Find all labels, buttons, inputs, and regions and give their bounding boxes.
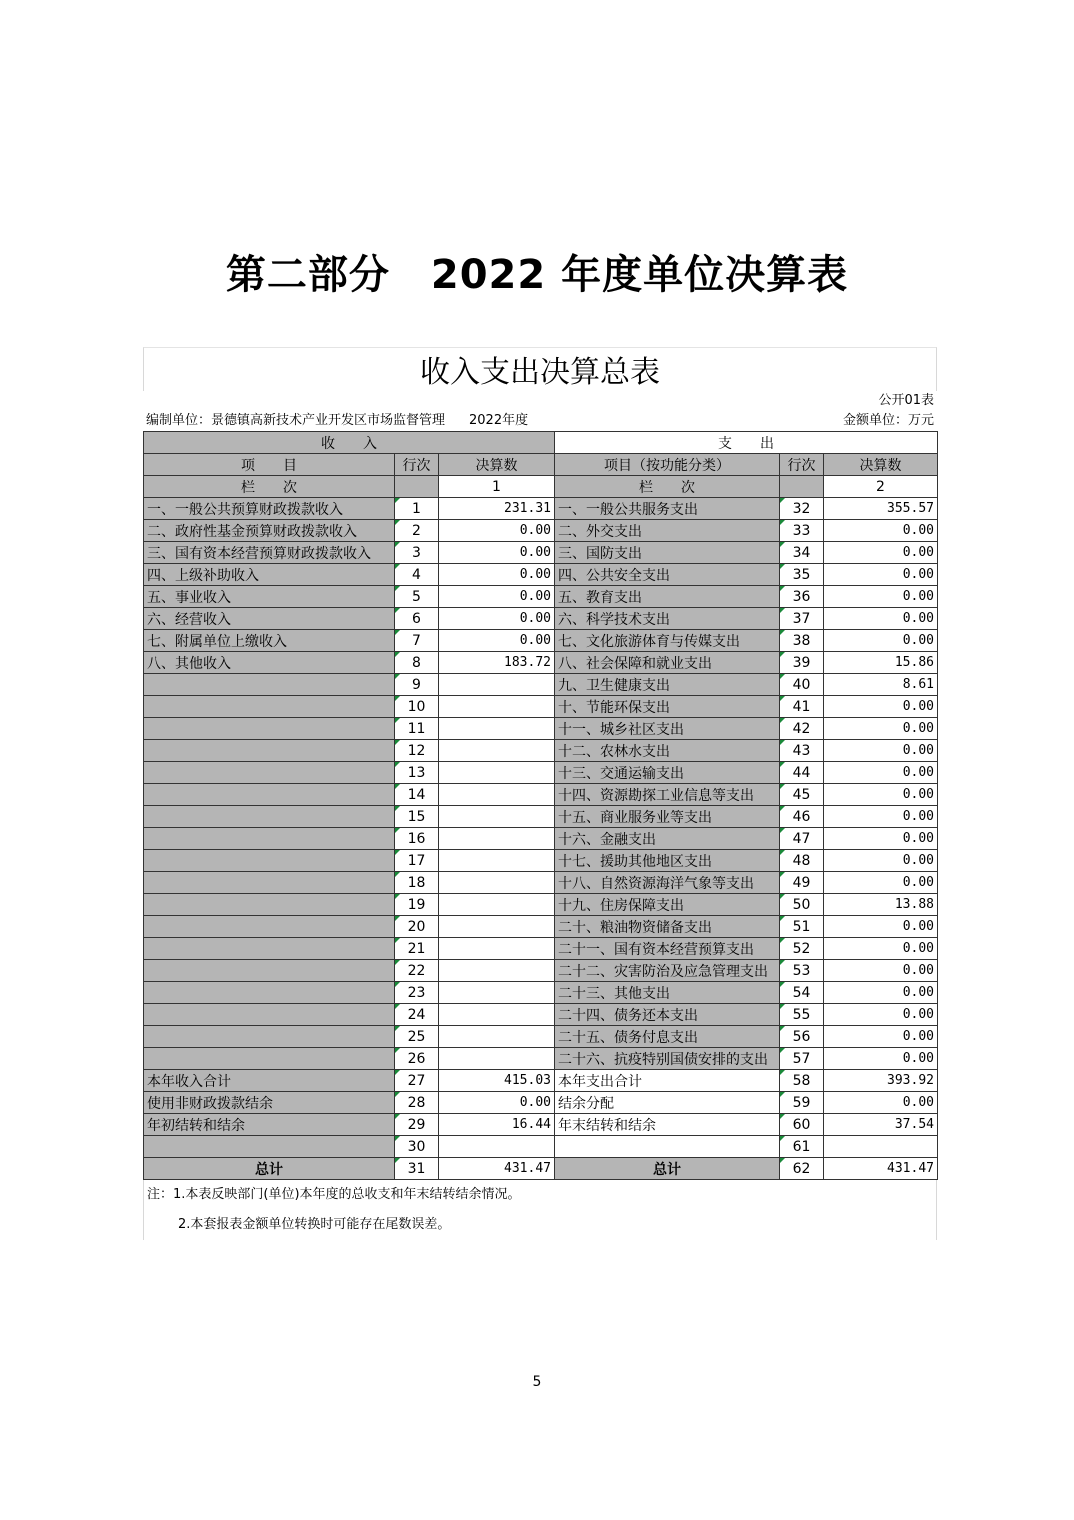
table-row <box>144 542 938 564</box>
income-item: 二、政府性基金预算财政拨款收入 <box>144 520 395 542</box>
income-row-number: 16 <box>395 828 439 850</box>
expense-row-number: 59 <box>780 1092 824 1114</box>
income-row-number: 7 <box>395 630 439 652</box>
income-row-number: 17 <box>395 850 439 872</box>
income-amount: 0.00 <box>439 608 555 630</box>
expense-amount: 0.00 <box>824 1092 938 1114</box>
expense-rowno-header: 行次 <box>780 454 824 476</box>
expense-item: 二十五、债务付息支出 <box>555 1026 780 1048</box>
income-item <box>144 982 395 1004</box>
income-amount <box>439 718 555 740</box>
income-amount <box>439 1136 555 1158</box>
table-row <box>144 652 938 674</box>
expense-row-number: 47 <box>780 828 824 850</box>
currency-unit: 金额单位：万元 <box>842 413 934 428</box>
summary-row <box>144 1070 938 1092</box>
table-row <box>144 608 938 630</box>
note-line-2: 2.本套报表金额单位转换时可能存在尾数误差。 <box>178 1217 451 1232</box>
summary-row <box>144 1092 938 1114</box>
income-amount <box>439 696 555 718</box>
expense-row-number: 50 <box>780 894 824 916</box>
income-item <box>144 872 395 894</box>
expense-item: 二十、粮油物资储备支出 <box>555 916 780 938</box>
income-item: 四、上级补助收入 <box>144 564 395 586</box>
expense-amount: 0.00 <box>824 872 938 894</box>
income-row-number: 14 <box>395 784 439 806</box>
income-item <box>144 784 395 806</box>
table-row <box>144 916 938 938</box>
income-row-number: 3 <box>395 542 439 564</box>
expense-item: 二十三、其他支出 <box>555 982 780 1004</box>
expense-item: 八、社会保障和就业支出 <box>555 652 780 674</box>
income-item <box>144 674 395 696</box>
page-number: 5 <box>532 1374 542 1390</box>
income-section-header: 收 入 <box>144 432 555 454</box>
table-row <box>144 1026 938 1048</box>
expense-row-number: 34 <box>780 542 824 564</box>
expense-amount-header: 决算数 <box>824 454 938 476</box>
expense-column-blank <box>780 476 824 498</box>
income-amount: 0.00 <box>439 542 555 564</box>
income-item <box>144 696 395 718</box>
table-row <box>144 982 938 1004</box>
table-row <box>144 828 938 850</box>
expense-item: 十七、援助其他地区支出 <box>555 850 780 872</box>
expense-item: 结余分配 <box>555 1092 780 1114</box>
section-header-row <box>144 432 938 454</box>
expense-amount: 0.00 <box>824 784 938 806</box>
expense-row-number: 35 <box>780 564 824 586</box>
income-row-number: 15 <box>395 806 439 828</box>
expense-column-number: 2 <box>824 476 938 498</box>
income-row-number: 19 <box>395 894 439 916</box>
expense-amount: 0.00 <box>824 520 938 542</box>
expense-item: 二十二、灾害防治及应急管理支出 <box>555 960 780 982</box>
table-row <box>144 740 938 762</box>
income-item <box>144 718 395 740</box>
document-title: 第二部分 2022 年度单位决算表 <box>225 252 849 298</box>
summary-row <box>144 1114 938 1136</box>
income-item <box>144 828 395 850</box>
table-row <box>144 520 938 542</box>
income-item: 年初结转和结余 <box>144 1114 395 1136</box>
expense-row-number: 40 <box>780 674 824 696</box>
income-row-number: 8 <box>395 652 439 674</box>
income-row-number: 25 <box>395 1026 439 1048</box>
income-row-number: 29 <box>395 1114 439 1136</box>
income-rowno-header: 行次 <box>395 454 439 476</box>
income-amount: 16.44 <box>439 1114 555 1136</box>
expense-row-number: 44 <box>780 762 824 784</box>
table-row <box>144 762 938 784</box>
expense-amount: 0.00 <box>824 850 938 872</box>
expense-amount: 0.00 <box>824 718 938 740</box>
form-number-row <box>143 391 937 411</box>
expense-item: 总计 <box>555 1158 780 1180</box>
income-amount <box>439 740 555 762</box>
income-item <box>144 1026 395 1048</box>
income-item <box>144 806 395 828</box>
expense-row-number: 36 <box>780 586 824 608</box>
income-row-number: 2 <box>395 520 439 542</box>
expense-item: 二十一、国有资本经营预算支出 <box>555 938 780 960</box>
column-header-row <box>144 454 938 476</box>
table-row <box>144 872 938 894</box>
expense-row-number: 45 <box>780 784 824 806</box>
income-amount <box>439 872 555 894</box>
income-amount <box>439 1026 555 1048</box>
table-row <box>144 1048 938 1070</box>
table-row <box>144 564 938 586</box>
expense-item: 一、一般公共服务支出 <box>555 498 780 520</box>
table-row <box>144 718 938 740</box>
income-item <box>144 1004 395 1026</box>
sheet-meta-row <box>143 411 937 431</box>
expense-item: 年末结转和结余 <box>555 1114 780 1136</box>
income-item: 一、一般公共预算财政拨款收入 <box>144 498 395 520</box>
expense-item: 十八、自然资源海洋气象等支出 <box>555 872 780 894</box>
income-amount <box>439 762 555 784</box>
income-amount <box>439 982 555 1004</box>
expense-item: 二十六、抗疫特别国债安排的支出 <box>555 1048 780 1070</box>
income-row-number: 20 <box>395 916 439 938</box>
table-row <box>144 498 938 520</box>
income-row-number: 30 <box>395 1136 439 1158</box>
expense-amount: 0.00 <box>824 960 938 982</box>
expense-item: 七、文化旅游体育与传媒支出 <box>555 630 780 652</box>
income-item <box>144 762 395 784</box>
expense-item: 十四、资源勘探工业信息等支出 <box>555 784 780 806</box>
income-amount: 415.03 <box>439 1070 555 1092</box>
income-column-label: 栏 次 <box>144 476 395 498</box>
expense-row-number: 48 <box>780 850 824 872</box>
income-row-number: 13 <box>395 762 439 784</box>
income-amount-header: 决算数 <box>439 454 555 476</box>
income-row-number: 24 <box>395 1004 439 1026</box>
income-amount <box>439 938 555 960</box>
income-row-number: 10 <box>395 696 439 718</box>
expense-amount: 0.00 <box>824 564 938 586</box>
expense-item: 十三、交通运输支出 <box>555 762 780 784</box>
expense-amount <box>824 1136 938 1158</box>
expense-item: 六、科学技术支出 <box>555 608 780 630</box>
expense-row-number: 60 <box>780 1114 824 1136</box>
income-row-number: 26 <box>395 1048 439 1070</box>
expense-item: 二十四、债务还本支出 <box>555 1004 780 1026</box>
expense-row-number: 56 <box>780 1026 824 1048</box>
expense-row-number: 58 <box>780 1070 824 1092</box>
expense-amount: 0.00 <box>824 828 938 850</box>
expense-item: 十六、金融支出 <box>555 828 780 850</box>
expense-row-number: 49 <box>780 872 824 894</box>
expense-item: 十九、住房保障支出 <box>555 894 780 916</box>
expense-item: 十五、商业服务业等支出 <box>555 806 780 828</box>
expense-amount: 0.00 <box>824 542 938 564</box>
note-line-1: 注：1.本表反映部门(单位)本年度的总收支和年末结转结余情况。 <box>147 1187 521 1202</box>
income-item-header: 项 目 <box>144 454 395 476</box>
expense-amount: 15.86 <box>824 652 938 674</box>
income-item: 总计 <box>144 1158 395 1180</box>
table-row <box>144 894 938 916</box>
expense-row-number: 53 <box>780 960 824 982</box>
income-row-number: 18 <box>395 872 439 894</box>
income-row-number: 6 <box>395 608 439 630</box>
table-row <box>144 1004 938 1026</box>
income-item <box>144 850 395 872</box>
income-row-number: 28 <box>395 1092 439 1114</box>
expense-row-number: 33 <box>780 520 824 542</box>
income-amount <box>439 916 555 938</box>
table-row <box>144 960 938 982</box>
expense-row-number: 38 <box>780 630 824 652</box>
income-amount: 0.00 <box>439 1092 555 1114</box>
income-row-number: 22 <box>395 960 439 982</box>
expense-row-number: 54 <box>780 982 824 1004</box>
income-item <box>144 1136 395 1158</box>
expense-row-number: 41 <box>780 696 824 718</box>
income-item <box>144 960 395 982</box>
expense-item: 十一、城乡社区支出 <box>555 718 780 740</box>
income-amount <box>439 894 555 916</box>
income-amount <box>439 1004 555 1026</box>
income-amount <box>439 828 555 850</box>
expense-amount: 0.00 <box>824 938 938 960</box>
expense-row-number: 57 <box>780 1048 824 1070</box>
income-item: 本年收入合计 <box>144 1070 395 1092</box>
expense-item: 十二、农林水支出 <box>555 740 780 762</box>
expense-row-number: 52 <box>780 938 824 960</box>
table-row <box>144 674 938 696</box>
expense-amount: 13.88 <box>824 894 938 916</box>
income-amount: 0.00 <box>439 586 555 608</box>
expense-amount: 0.00 <box>824 630 938 652</box>
total-row <box>144 1158 938 1180</box>
table-row <box>144 696 938 718</box>
income-row-number: 23 <box>395 982 439 1004</box>
expense-item: 三、国防支出 <box>555 542 780 564</box>
income-row-number: 4 <box>395 564 439 586</box>
expense-row-number: 51 <box>780 916 824 938</box>
expense-item: 五、教育支出 <box>555 586 780 608</box>
table-row <box>144 586 938 608</box>
compiling-unit: 编制单位：景德镇高新技术产业开发区市场监督管理 <box>146 413 446 428</box>
table-row <box>144 630 938 652</box>
income-amount <box>439 784 555 806</box>
expense-amount: 0.00 <box>824 982 938 1004</box>
income-row-number: 11 <box>395 718 439 740</box>
expense-item-header: 项目（按功能分类） <box>555 454 780 476</box>
expense-row-number: 55 <box>780 1004 824 1026</box>
expense-amount: 0.00 <box>824 608 938 630</box>
expense-section-header: 支 出 <box>555 432 938 454</box>
summary-row <box>144 1136 938 1158</box>
income-expense-table <box>143 431 938 1180</box>
income-item: 三、国有资本经营预算财政拨款收入 <box>144 542 395 564</box>
table-body <box>144 432 938 1180</box>
income-amount <box>439 1048 555 1070</box>
income-amount: 0.00 <box>439 630 555 652</box>
income-row-number: 27 <box>395 1070 439 1092</box>
income-row-number: 1 <box>395 498 439 520</box>
income-item <box>144 1048 395 1070</box>
expense-amount: 0.00 <box>824 740 938 762</box>
income-row-number: 12 <box>395 740 439 762</box>
expense-item: 十、节能环保支出 <box>555 696 780 718</box>
expense-amount: 0.00 <box>824 1026 938 1048</box>
income-amount: 183.72 <box>439 652 555 674</box>
income-row-number: 21 <box>395 938 439 960</box>
expense-row-number: 46 <box>780 806 824 828</box>
table-notes <box>143 1180 937 1240</box>
income-amount: 0.00 <box>439 564 555 586</box>
expense-row-number: 43 <box>780 740 824 762</box>
income-amount <box>439 850 555 872</box>
income-amount: 431.47 <box>439 1158 555 1180</box>
expense-row-number: 62 <box>780 1158 824 1180</box>
expense-row-number: 39 <box>780 652 824 674</box>
income-row-number: 9 <box>395 674 439 696</box>
expense-row-number: 61 <box>780 1136 824 1158</box>
income-column-number: 1 <box>439 476 555 498</box>
expense-amount: 0.00 <box>824 1004 938 1026</box>
table-row <box>144 938 938 960</box>
expense-item: 二、外交支出 <box>555 520 780 542</box>
expense-amount: 0.00 <box>824 1048 938 1070</box>
income-column-blank <box>395 476 439 498</box>
table-row <box>144 806 938 828</box>
expense-row-number: 37 <box>780 608 824 630</box>
final-account-sheet <box>143 347 937 1240</box>
table-row <box>144 784 938 806</box>
income-item: 使用非财政拨款结余 <box>144 1092 395 1114</box>
income-item <box>144 916 395 938</box>
income-item: 八、其他收入 <box>144 652 395 674</box>
income-item: 五、事业收入 <box>144 586 395 608</box>
expense-amount: 0.00 <box>824 806 938 828</box>
fiscal-year: 2022年度 <box>469 413 529 428</box>
income-item: 七、附属单位上缴收入 <box>144 630 395 652</box>
column-index-row <box>144 476 938 498</box>
table-row <box>144 850 938 872</box>
expense-item: 本年支出合计 <box>555 1070 780 1092</box>
income-amount: 231.31 <box>439 498 555 520</box>
income-amount: 0.00 <box>439 520 555 542</box>
sheet-title: 收入支出决算总表 <box>143 347 937 391</box>
expense-amount: 431.47 <box>824 1158 938 1180</box>
expense-row-number: 42 <box>780 718 824 740</box>
income-row-number: 5 <box>395 586 439 608</box>
expense-amount: 0.00 <box>824 586 938 608</box>
income-row-number: 31 <box>395 1158 439 1180</box>
income-item <box>144 740 395 762</box>
expense-amount: 0.00 <box>824 916 938 938</box>
income-amount <box>439 806 555 828</box>
expense-amount: 355.57 <box>824 498 938 520</box>
expense-row-number: 32 <box>780 498 824 520</box>
form-number: 公开01表 <box>878 393 934 408</box>
expense-amount: 8.61 <box>824 674 938 696</box>
expense-item: 九、卫生健康支出 <box>555 674 780 696</box>
expense-column-label: 栏 次 <box>555 476 780 498</box>
expense-item <box>555 1136 780 1158</box>
income-amount <box>439 960 555 982</box>
expense-item: 四、公共安全支出 <box>555 564 780 586</box>
expense-amount: 0.00 <box>824 762 938 784</box>
expense-amount: 37.54 <box>824 1114 938 1136</box>
expense-amount: 393.92 <box>824 1070 938 1092</box>
expense-amount: 0.00 <box>824 696 938 718</box>
income-item <box>144 894 395 916</box>
income-item <box>144 938 395 960</box>
income-item: 六、经营收入 <box>144 608 395 630</box>
income-amount <box>439 674 555 696</box>
